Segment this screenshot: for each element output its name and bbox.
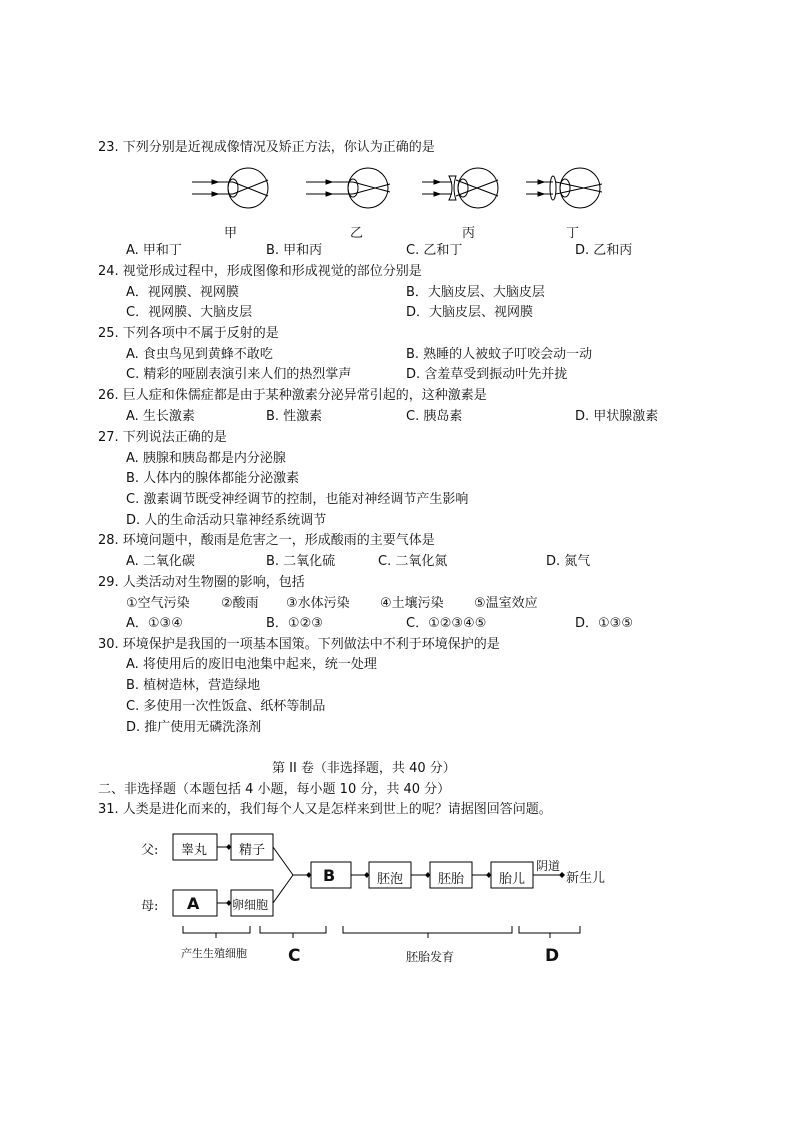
q29-option-c: C．①②③④⑤	[406, 616, 487, 631]
q25-option-c: C. 精彩的哑剧表演引来人们的热烈掌声	[126, 367, 352, 382]
q27-option-c: C. 激素调节既受神经调节的控制，也能对神经调节产生影响	[126, 492, 469, 507]
figure-label-ding: 丁	[566, 226, 580, 241]
testis-label: 睾丸	[181, 843, 208, 858]
section-title: 第 II 卷（非选择题，共 40 分）	[272, 761, 456, 776]
q26-option-b: B. 性激素	[266, 409, 323, 424]
q30-option-d: D. 推广使用无磷洗涤剂	[126, 720, 262, 735]
figure-label-jia: 甲	[224, 226, 238, 241]
q28-option-c: C. 二氧化氮	[378, 554, 448, 569]
q29-item-2: ②酸雨	[221, 596, 259, 611]
q27-option-a: A. 胰腺和胰岛都是内分泌腺	[126, 451, 286, 466]
eye-diagrams	[0, 168, 794, 228]
brace-d	[519, 926, 580, 933]
q28-option-d: D. 氮气	[546, 554, 591, 569]
q29-option-d: D．①③⑤	[575, 616, 633, 631]
q28-option-a: A. 二氧化碳	[126, 554, 195, 569]
q23-option-c: C. 乙和丁	[406, 243, 463, 258]
q29-item-1: ①空气污染	[126, 596, 190, 611]
q23-option-b: B. 甲和丙	[266, 243, 323, 258]
q23-stem: 23. 下列分别是近视成像情况及矫正方法，你认为正确的是	[98, 140, 435, 155]
q30-option-c: C. 多使用一次性饭盒、纸杯等制品	[126, 699, 326, 714]
q24-option-d: D．大脑皮层、视网膜	[406, 305, 534, 320]
box-b-label: B	[323, 866, 336, 885]
figure-label-yi: 乙	[350, 226, 364, 241]
brace-c	[260, 926, 326, 933]
brace-embryo-dev	[343, 926, 512, 933]
q23-option-d: D. 乙和丙	[575, 243, 633, 258]
blastocyst-label: 胚泡	[377, 872, 404, 887]
box-a-label: A	[187, 894, 200, 913]
section-heading: 二、非选择题（本题包括 4 小题，每小题 10 分，共 40 分）	[98, 782, 451, 797]
q28-stem: 28. 环境问题中，酸雨是危害之一，形成酸雨的主要气体是	[98, 533, 435, 548]
q25-stem: 25. 下列各项中不属于反射的是	[98, 326, 279, 341]
q24-stem: 24. 视觉形成过程中，形成图像和形成视觉的部位分别是	[98, 264, 422, 279]
q26-stem: 26. 巨人症和侏儒症都是由于某种激素分泌异常引起的，这种激素是	[98, 388, 487, 403]
eye-figure-bing	[422, 168, 498, 208]
q29-option-b: B．①②③	[266, 616, 323, 631]
q24-option-a: A．视网膜、视网膜	[126, 285, 239, 300]
brace-c-label: C	[288, 946, 301, 966]
q30-option-a: A. 将使用后的废旧电池集中起来，统一处理	[126, 657, 377, 672]
q26-option-c: C. 胰岛素	[406, 409, 463, 424]
mother-label: 母:	[141, 899, 159, 914]
q25-option-b: B. 熟睡的人被蚊子叮咬会动一动	[406, 347, 593, 362]
q29-item-3: ③水体污染	[286, 596, 350, 611]
egg-label: 卵细胞	[232, 898, 269, 912]
fetus-label: 胎儿	[499, 872, 526, 887]
eye-figure-ding	[526, 168, 602, 208]
q27-option-b: B. 人体内的腺体都能分泌激素	[126, 471, 300, 486]
q29-item-4: ④土壤污染	[380, 596, 444, 611]
reproduction-flow-diagram	[0, 826, 794, 966]
q29-option-a: A．①③④	[126, 616, 183, 631]
q26-option-d: D. 甲状腺激素	[575, 409, 659, 424]
q26-option-a: A. 生长激素	[126, 409, 195, 424]
q30-option-b: B. 植树造林，营造绿地	[126, 678, 261, 693]
q29-stem: 29. 人类活动对生物圈的影响，包括	[98, 575, 305, 590]
brace-gamete-label: 产生生殖细胞	[181, 947, 247, 960]
q27-option-d: D. 人的生命活动只靠神经系统调节	[126, 513, 327, 528]
brace-embryo-dev-label: 胚胎发育	[406, 950, 455, 964]
eye-figure-jia	[192, 168, 268, 208]
brace-d-label: D	[545, 946, 560, 966]
father-label: 父:	[141, 843, 159, 858]
vagina-label: 阴道	[536, 859, 561, 873]
q29-item-5: ⑤温室效应	[474, 596, 538, 611]
q24-option-b: B．大脑皮层、大脑皮层	[406, 285, 545, 300]
q31-stem: 31. 人类是进化而来的，我们每个人又是怎样来到世上的呢？请据图回答问题。	[98, 802, 552, 817]
eye-figure-yi	[306, 168, 390, 208]
q25-option-a: A. 食虫鸟见到黄蜂不敢吃	[126, 347, 273, 362]
embryo-label: 胚胎	[438, 872, 465, 887]
figure-label-bing: 丙	[462, 226, 476, 241]
q23-option-a: A. 甲和丁	[126, 243, 182, 258]
q27-stem: 27. 下列说法正确的是	[98, 430, 227, 445]
q30-stem: 30. 环境保护是我国的一项基本国策。下列做法中不利于环境保护的是	[98, 637, 500, 652]
q28-option-b: B. 二氧化硫	[266, 554, 336, 569]
brace-gamete	[183, 926, 250, 933]
q24-option-c: C．视网膜、大脑皮层	[126, 305, 253, 320]
q25-option-d: D. 含羞草受到振动叶先并拢	[406, 367, 568, 382]
newborn-label: 新生儿	[566, 871, 606, 886]
sperm-label: 精子	[239, 843, 266, 858]
